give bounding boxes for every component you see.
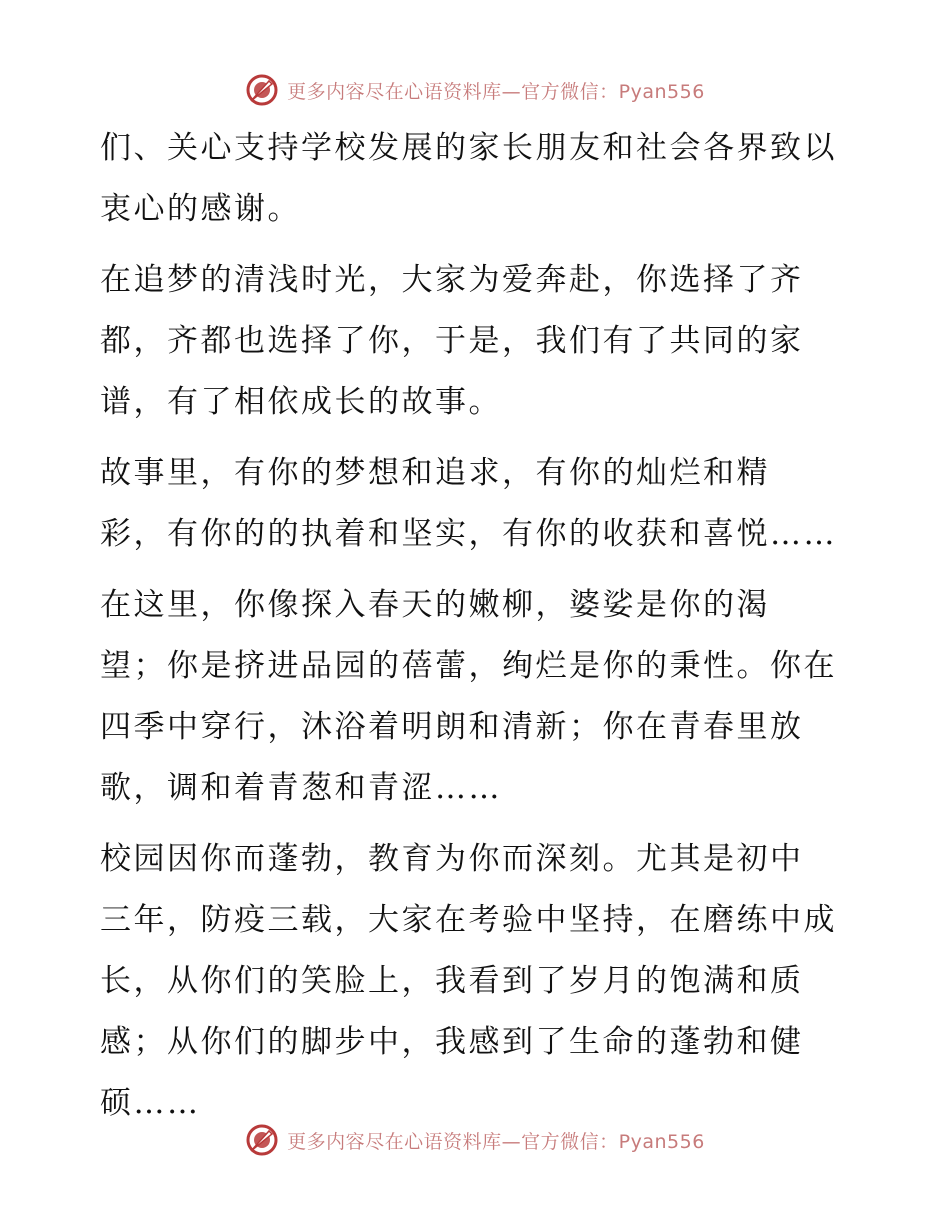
text-line: 衷心的感谢。 [100, 191, 301, 227]
watermark-text: 更多内容尽在心语资料库—官方微信：Pyan556 [287, 80, 705, 103]
watermark-text: 更多内容尽在心语资料库—官方微信：Pyan556 [287, 1130, 705, 1153]
feather-logo-icon [245, 1123, 279, 1157]
paragraph [100, 250, 860, 433]
paragraph [100, 575, 860, 819]
text-line: 望；你是挤进品园的蓓蕾，绚烂是你的秉性。你在 [100, 648, 837, 684]
text-line: 校园因你而蓬勃，教育为你而深刻。尤其是初中 [100, 841, 804, 877]
text-line: 四季中穿行，沐浴着明朗和清新；你在青春里放 [100, 709, 804, 745]
text-line: 感；从你们的脚步中，我感到了生命的蓬勃和健 [100, 1024, 804, 1060]
text-line: 都，齐都也选择了你，于是，我们有了共同的家 [100, 323, 804, 359]
document-body [100, 118, 860, 1144]
footer-watermark [0, 1120, 950, 1160]
text-line: 长，从你们的笑脸上，我看到了岁月的饱满和质 [100, 963, 804, 999]
text-line: 彩，有你的的执着和坚实，有你的收获和喜悦…… [100, 516, 837, 552]
paragraph [100, 829, 860, 1134]
text-line: 在这里，你像探入春天的嫩柳，婆娑是你的渴 [100, 587, 770, 623]
text-line: 谱，有了相依成长的故事。 [100, 384, 502, 420]
feather-logo-icon [245, 73, 279, 107]
text-line: 硕…… [100, 1085, 201, 1121]
text-line: 在追梦的清浅时光，大家为爱奔赴，你选择了齐 [100, 262, 804, 298]
header-watermark [0, 70, 950, 110]
text-line: 歌，调和着青葱和青涩…… [100, 770, 502, 806]
text-line: 三年，防疫三载，大家在考验中坚持，在磨练中成 [100, 902, 837, 938]
text-line: 们、关心支持学校发展的家长朋友和社会各界致以 [100, 130, 837, 166]
paragraph [100, 443, 860, 565]
text-line: 故事里，有你的梦想和追求，有你的灿烂和精 [100, 455, 770, 491]
paragraph [100, 118, 860, 240]
